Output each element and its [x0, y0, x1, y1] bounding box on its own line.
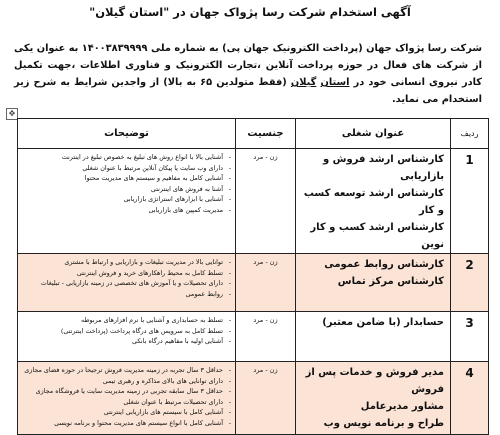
requirement-item: - مدیریت کمپین های بازاریابی [22, 205, 232, 216]
table-row [18, 149, 489, 254]
intro-province-word-1: استان [320, 77, 350, 88]
jobs-table [17, 118, 489, 435]
table-row [18, 254, 489, 312]
requirement-item: - آشنا به فروش های اینترنتی [22, 184, 232, 195]
job-title: کارشناس مرکز تماس [337, 276, 444, 287]
requirement-item: - تسلط کامل به محیط راهکارهای خرید و فروش اینترنتی [22, 268, 232, 279]
gender-cell: زن - مرد [236, 149, 296, 254]
job-title-cell [296, 312, 451, 362]
gender-cell: زن - مرد [236, 312, 296, 362]
job-title: مدیر فروش و خدمات پس از فروش [305, 367, 444, 395]
requirement-item: - دارای تحصیلات و یا آموزش های تخصصی در زمینه بازاریابی - تبلیغات [22, 278, 232, 289]
row-number: 4 [451, 362, 489, 435]
row-number: 1 [451, 149, 489, 254]
description-cell [18, 254, 236, 312]
intro-line-2: فعال در حوزه پرداخت آنلاین ،تجارت الکترونیک و فناوری اطلاعات ،جهت تکمیل کادر نیروی انسانی خود در [14, 60, 482, 88]
requirement-item: - آشنایی اولیه با مفاهیم درگاه بانکی [22, 336, 232, 347]
intro-paragraph [14, 40, 482, 108]
header-row-number: ردیف [451, 119, 489, 149]
header-gender: جنسیت [236, 119, 296, 149]
description-cell [18, 362, 236, 435]
requirement-item: - آشنایی بالا با انواع روش های تبلیغ به خصوص تبلیغ در اینترنت [22, 152, 232, 163]
requirement-item: - تسلط به حسابداری و آشنایی با نرم افزارهای مربوطه [22, 315, 232, 326]
job-title: کارشناس ارشد کسب و کار نوین [310, 222, 444, 250]
gender-cell: زن - مرد [236, 254, 296, 312]
header-job-title: عنوان شغلی [296, 119, 451, 149]
requirement-item: - دارای وب سایت یا پیکان آنلاین مرتبط با عنوان شغلی [22, 163, 232, 174]
requirement-item: - آشنایی با ابزارهای استراتژی بازاریابی [22, 194, 232, 205]
row-number: 2 [451, 254, 489, 312]
job-title: مشاور مدیرعامل [360, 401, 444, 412]
requirement-item: - حداقل ۳ سال سابقه تجربی در زمینه مدیریت سایت یا فروشگاه مجازی [22, 386, 232, 397]
job-title: کارشناس ارشد توسعه کسب و کار [303, 188, 444, 216]
table-header-row [18, 119, 489, 149]
intro-line-3: (فقط متولدین ۶۵ به بالا) از واجدین شرایط به شرح زیر استخدام می نماید. [14, 77, 482, 105]
table-row [18, 312, 489, 362]
job-title: طراح و برنامه نویس وب [323, 418, 444, 429]
job-title-cell [296, 149, 451, 254]
requirement-item: - توانایی بالا در مدیریت تبلیغات و بازاریابی و ارتباط با مشتری [22, 257, 232, 268]
requirement-item: - آشنایی کامل با انواع سیستم های مدیریت محتوا و برنامه نویسی [22, 418, 232, 429]
requirement-item: - آشنایی کامل با سیستم های بازاریابی اینترنتی [22, 407, 232, 418]
requirement-item: - دارای تحصیلات مرتبط با عنوان شغلی [22, 397, 232, 408]
requirement-item: - دارای توانایی های بالای مذاکره و رهبری تیمی [22, 376, 232, 387]
job-title: حسابدار (با ضامن معتبر) [322, 317, 444, 328]
requirement-item: - آشنایی کامل به مفاهیم و سیستم های مدیریت محتوا [22, 173, 232, 184]
requirement-item: - روابط عمومی [22, 289, 232, 300]
page-title: آگهی استخدام شرکت رسا پژواک جهان در "استان گیلان" [89, 5, 411, 19]
requirement-item: - تسلط کامل به سرویس های درگاه پرداخت (پرداخت اینترنتی) [22, 326, 232, 337]
row-number: 3 [451, 312, 489, 362]
job-title: کارشناس روابط عمومی [324, 259, 444, 270]
intro-province-word-2: گیلان [290, 77, 317, 88]
job-title: کارشناس ارشد فروش و بازاریابی [322, 154, 444, 182]
requirement-item: - حداقل ۳ سال تجربه در زمینه مدیریت فروش ترجیحا در حوزه فضای مجازی [22, 365, 232, 376]
table-move-handle-icon[interactable]: ✥ [6, 108, 18, 120]
gender-cell: زن - مرد [236, 362, 296, 435]
description-cell [18, 312, 236, 362]
job-title-cell [296, 362, 451, 435]
intro-line-1: شرکت رسا پژواک جهان (پرداخت الکترونیک جهان پی) به شماره ملی ۱۴۰۰۳۸۳۹۹۹۹ به عنوان یکی از شرکت های [14, 43, 482, 71]
header-description: توضیحات [18, 119, 236, 149]
description-cell [18, 149, 236, 254]
job-title-cell [296, 254, 451, 312]
table-row [18, 362, 489, 435]
